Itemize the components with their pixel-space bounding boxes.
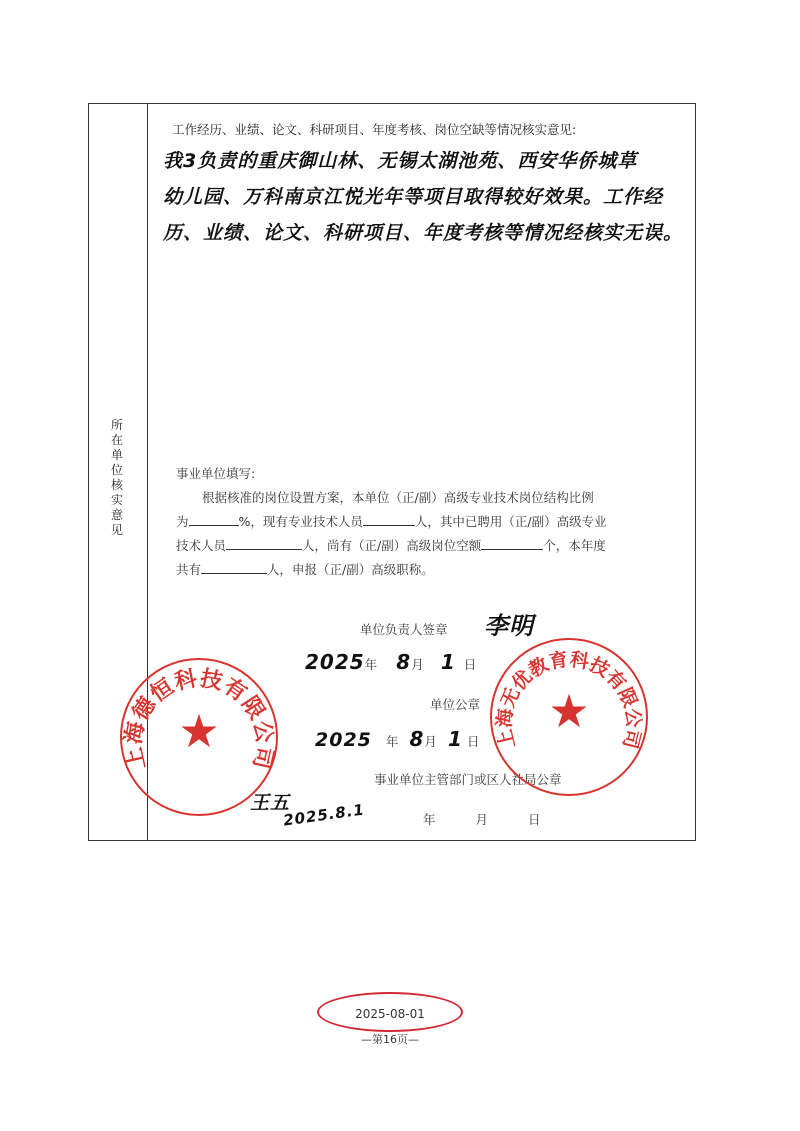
company-stamp-left <box>120 658 278 816</box>
company-stamp-right <box>490 638 648 796</box>
stamp-left-text: 上海德恒科技有限公司 <box>120 665 278 773</box>
unit-para-line-3: 技术人员 人，尚有（正/副）高级岗位空额 个，本年度 <box>176 538 606 553</box>
handwritten-line-2: 幼儿园、万科南京江悦光年等项目取得较好效果。工作经 <box>163 186 664 208</box>
authority-date: 年 月 日 <box>423 812 541 827</box>
unit-seal-date: 2025 年 8月 1 日 <box>315 727 480 751</box>
side-label-unit-verification: 所 在 单 位 核 实 意 见 <box>110 418 123 537</box>
staff-count-blank <box>363 513 415 526</box>
handwritten-name: 王五 <box>250 792 291 814</box>
leader-date: 2025年 8月 1 日 <box>305 650 477 674</box>
unit-seal-label: 单位公章 <box>430 697 481 712</box>
star-icon: ★ <box>178 704 220 758</box>
unit-para-line-4: 共有 人，申报（正/副）高级职称。 <box>176 562 434 577</box>
page-number: —第16页— <box>361 1033 419 1046</box>
applicant-count-blank <box>201 561 267 574</box>
unit-fill-title: 事业单位填写: <box>176 466 256 481</box>
hired-count-blank <box>226 537 302 550</box>
authority-seal-label: 事业单位主管部门或区人社局公章 <box>374 772 562 787</box>
ratio-blank <box>189 513 239 526</box>
unit-para-line-2: 为 %，现有专业技术人员 人，其中已聘用（正/副）高级专业 <box>176 514 607 529</box>
handwritten-line-3: 历、业绩、论文、科研项目、年度考核等情况经核实无误。 <box>163 222 684 244</box>
handwritten-date: 2025.8.1 <box>282 800 366 830</box>
stamp-right-text: 上海无优教育科技有限公司 <box>493 648 645 751</box>
star-icon: ★ <box>548 684 590 738</box>
vacancy-blank <box>481 537 543 550</box>
footer-date-stamp: 2025-08-01 <box>355 1007 425 1021</box>
leader-signature: 李明 <box>484 612 534 640</box>
leader-sign-label: 单位负责人签章 <box>360 622 448 637</box>
handwritten-line-1: 我3负责的重庆御山林、无锡太湖池苑、西安华侨城草 <box>163 150 638 172</box>
unit-para-line-1: 根据核准的岗位设置方案，本单位（正/副）高级专业技术岗位结构比例 <box>202 490 594 505</box>
verification-prompt: 工作经历、业绩、论文、科研项目、年度考核、岗位空缺等情况核实意见: <box>172 122 577 137</box>
